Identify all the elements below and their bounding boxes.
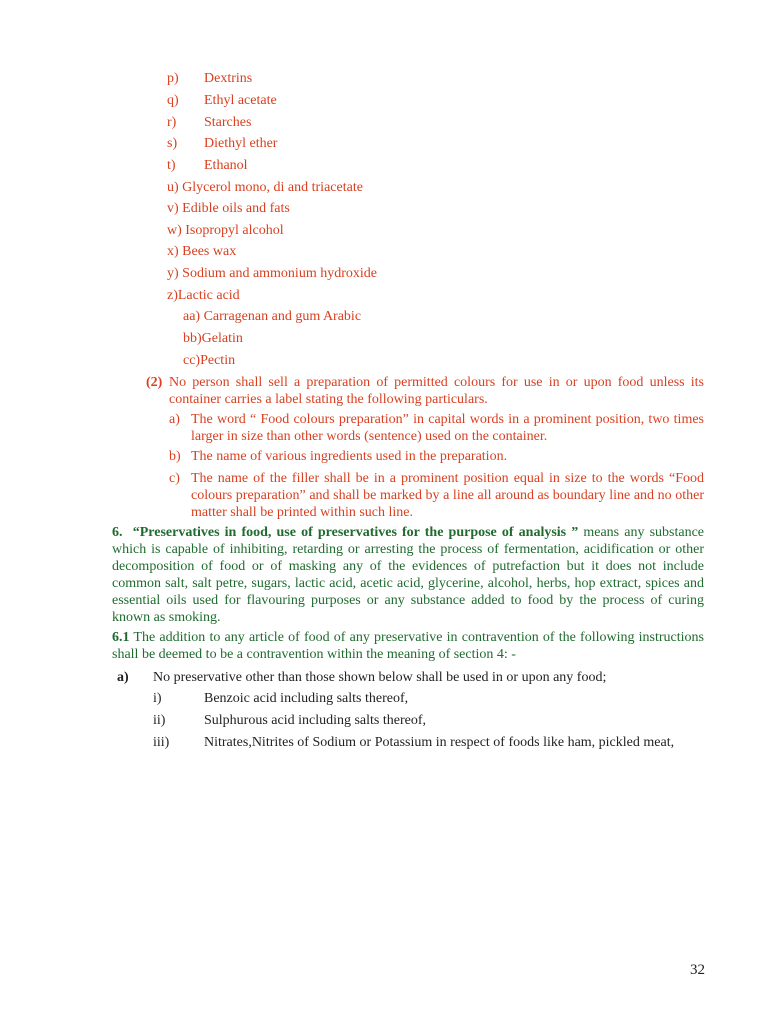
list-item: Ethyl acetate bbox=[204, 93, 277, 108]
sub-item-text: Sulphurous acid including salts thereof, bbox=[204, 713, 427, 728]
list-item: y) Sodium and ammonium hydroxide bbox=[167, 266, 377, 281]
clause-label: a) bbox=[117, 670, 129, 685]
page-number: 32 bbox=[690, 962, 705, 978]
sub-item-label: i) bbox=[153, 691, 162, 706]
list-item: Starches bbox=[204, 115, 252, 130]
item-text: The word “ Food colours preparation” in capital words in a prominent position, two times larger in size than other words (sentence) used on the container. bbox=[191, 412, 704, 444]
paragraph-label: (2) bbox=[146, 375, 163, 390]
sub-item-text: Nitrates,Nitrites of Sodium or Potassium in respect of foods like ham, pickled meat, bbox=[204, 735, 675, 750]
section-number: 6.1 bbox=[112, 630, 130, 645]
sub-item-text: Benzoic acid including salts thereof, bbox=[204, 691, 409, 706]
clause-text: No preservative other than those shown below shall be used in or upon any food; bbox=[153, 670, 607, 685]
item-label: a) bbox=[169, 412, 180, 427]
list-item-label: t) bbox=[167, 158, 176, 173]
list-item: aa) Carragenan and gum Arabic bbox=[183, 309, 362, 324]
section-body: The addition to any article of food of any preservative in contravention of the following instructions shall be deemed to be a contravention within the meaning of section 4: - bbox=[112, 630, 704, 662]
list-item-label: p) bbox=[167, 71, 179, 86]
section-6-1 bbox=[112, 629, 704, 663]
item-text: The name of the filler shall be in a prominent position equal in size to the words “Food colours preparation” and shall be marked by a line all around as boundary line and no other matter shall be printed within such line. bbox=[191, 471, 704, 520]
list-item: v) Edible oils and fats bbox=[167, 201, 290, 216]
list-item: u) Glycerol mono, di and triacetate bbox=[167, 180, 363, 195]
section-number: 6. bbox=[112, 525, 123, 540]
item-text: The name of various ingredients used in the preparation. bbox=[191, 449, 508, 464]
list-item: Ethanol bbox=[204, 158, 248, 173]
list-item: w) Isopropyl alcohol bbox=[167, 223, 284, 238]
section-heading: “Preservatives in food, use of preservatives for the purpose of analysis ” bbox=[132, 525, 579, 540]
section-body: means any substance which is capable of inhibiting, retarding or arresting the process of fermentation, acidification or other decomposition of food or of masking any of the evidences of putrefaction but it does not include common salt, salt petre, sugars, lactic acid, acetic acid, glycerine, alcohol, herbs, hop extract, spices and essential oils used for flavouring purposes or any substance added to food by the process of curing known as smoking. bbox=[112, 525, 704, 625]
item-label: b) bbox=[169, 449, 181, 464]
list-item: Dextrins bbox=[204, 71, 253, 86]
sub-item-label: iii) bbox=[153, 735, 170, 750]
list-item: bb)Gelatin bbox=[183, 331, 243, 346]
list-item-label: r) bbox=[167, 115, 177, 130]
list-item: Diethyl ether bbox=[204, 136, 278, 151]
item-label: c) bbox=[169, 471, 180, 486]
list-item: cc)Pectin bbox=[183, 353, 236, 368]
list-item: z)Lactic acid bbox=[167, 288, 240, 303]
list-item-label: q) bbox=[167, 93, 179, 108]
paragraph-text: No person shall sell a preparation of permitted colours for use in or upon food unless its container carries a label stating the following particulars. bbox=[169, 375, 704, 407]
section-6 bbox=[112, 524, 704, 626]
sub-item-label: ii) bbox=[153, 713, 166, 728]
list-item-label: s) bbox=[167, 136, 178, 151]
list-item: x) Bees wax bbox=[167, 244, 237, 259]
